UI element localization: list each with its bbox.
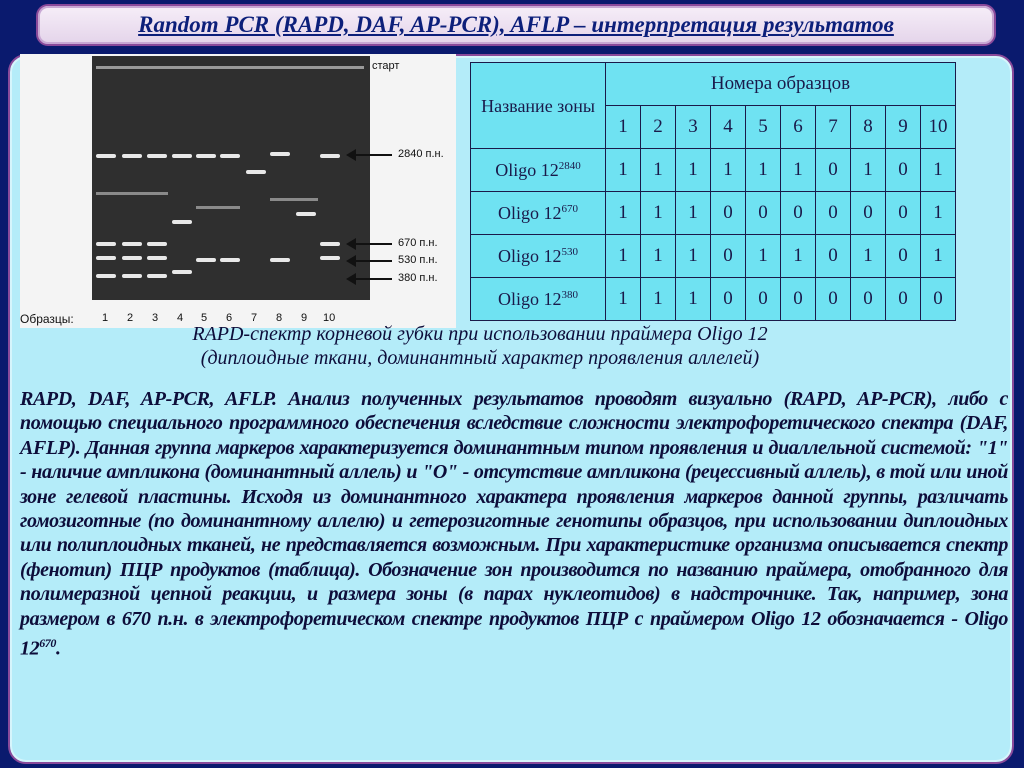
table-cell: 1	[921, 235, 956, 278]
sample-number: 10	[921, 106, 956, 149]
zone-name: Oligo $12^{380}$	[471, 278, 606, 321]
table-cell: 1	[921, 192, 956, 235]
sample-number: 5	[746, 106, 781, 149]
table-cell: 0	[886, 278, 921, 321]
table-cell: 0	[711, 235, 746, 278]
table-cell: 0	[851, 278, 886, 321]
arrow-2840	[354, 154, 392, 156]
table-cell: 0	[781, 278, 816, 321]
table-cell: 0	[781, 192, 816, 235]
table-cell: 1	[676, 149, 711, 192]
table-cell: 1	[921, 149, 956, 192]
table-row	[471, 278, 956, 321]
table-cell: 0	[886, 235, 921, 278]
table-cell: 1	[746, 149, 781, 192]
table-cell: 1	[781, 235, 816, 278]
table-cell: 0	[886, 192, 921, 235]
caption-line-1: RAPD-спектр корневой губки при использовании праймера Oligo 12	[192, 323, 768, 345]
table-cell: 1	[641, 149, 676, 192]
table-cell: 1	[606, 278, 641, 321]
zone-name: Oligo $12^{670}$	[471, 192, 606, 235]
lane-number: 7	[251, 312, 258, 324]
table-cell: 1	[711, 149, 746, 192]
table-cell: 0	[851, 192, 886, 235]
table-cell: 1	[606, 192, 641, 235]
marker-380: 380 п.н.	[398, 272, 438, 284]
arrow-380	[354, 278, 392, 280]
gel-image	[20, 54, 456, 328]
sample-number: 7	[816, 106, 851, 149]
sample-number: 6	[781, 106, 816, 149]
sample-number: 4	[711, 106, 746, 149]
table-cell: 0	[711, 192, 746, 235]
body-text: RAPD, DAF, AP-PCR, AFLP. Анализ полученных результатов проводят визуально (RAPD, AP-PCR), либо с помощью специального программного обеспечения вследствие сложности электрофоретического спектра (DAF, AFLP). Данная группа маркеров характеризуется доминантным типом проявления и диаллельной системой: "1" - наличие ампликона (доминантный аллель) и "О" - отсутствие ампликона (рецессивный аллель), в той или иной зоне гелевой пластины. Исходя из доминантного характера проявления маркеров данной группы, различать гомозиготные (по доминантному аллелю) и гетерозиготные генотипы образцов, при использовании диплоидных или полиплоидных тканей, не представляется возможным. При характеристике организма описывается спектр (фенотип) ПЦР продуктов (таблица). Обозначение зон производится по названию праймера, отобранного для полимеразной цепной реакции, и размера зоны (в парах нуклеотидов) в надстрочнике. Так, например, зона размером в 670 п.н. в электрофоретическом спектре продуктов ПЦР с праймером Oligo 12 обозначается - Oligo 12	[20, 388, 1008, 660]
lane-number: 6	[226, 312, 233, 324]
table-row	[471, 235, 956, 278]
marker-530: 530 п.н.	[398, 254, 438, 266]
table-cell: 0	[816, 149, 851, 192]
table-cell: 1	[851, 235, 886, 278]
table-cell: 0	[746, 192, 781, 235]
results-table	[470, 62, 956, 321]
sample-number: 2	[641, 106, 676, 149]
table-cell: 1	[641, 278, 676, 321]
table-cell: 0	[886, 149, 921, 192]
marker-670: 670 п.н.	[398, 237, 438, 249]
table-cell: 1	[641, 235, 676, 278]
zone-name: Oligo $12^{2840}$	[471, 149, 606, 192]
samples-label: Образцы:	[20, 312, 74, 326]
lane-number: 2	[127, 312, 134, 324]
slide-title: Random PCR (RAPD, DAF, AP-PCR), AFLP – интерпретация результатов	[138, 12, 894, 37]
table-cell: 1	[606, 235, 641, 278]
body-paragraph	[20, 387, 1008, 661]
sample-number: 9	[886, 106, 921, 149]
table-cell: 0	[921, 278, 956, 321]
table-cell: 1	[606, 149, 641, 192]
lane-number: 4	[177, 312, 184, 324]
start-label: старт	[372, 60, 400, 72]
lane-number: 9	[301, 312, 308, 324]
table-cell: 1	[676, 235, 711, 278]
figure-caption	[30, 322, 930, 370]
body-end-sup: 670	[39, 636, 57, 651]
table-cell: 1	[746, 235, 781, 278]
body-end-period: .	[56, 637, 61, 660]
zone-header: Название зоны	[471, 63, 606, 149]
table-cell: 0	[816, 235, 851, 278]
zone-name: Oligo $12^{530}$	[471, 235, 606, 278]
lane-number: 5	[201, 312, 208, 324]
lane-number: 10	[323, 312, 336, 324]
arrow-670	[354, 243, 392, 245]
sample-number: 8	[851, 106, 886, 149]
lane-number: 1	[102, 312, 109, 324]
table-cell: 1	[851, 149, 886, 192]
lane-number: 3	[152, 312, 159, 324]
sample-number: 3	[676, 106, 711, 149]
sample-number: 1	[606, 106, 641, 149]
table-cell: 1	[676, 278, 711, 321]
lane-number: 8	[276, 312, 283, 324]
caption-line-2: (диплоидные ткани, доминантный характер проявления аллелей)	[200, 347, 760, 369]
table-cell: 0	[711, 278, 746, 321]
table-cell: 1	[781, 149, 816, 192]
table-cell: 0	[746, 278, 781, 321]
table-row	[471, 192, 956, 235]
arrow-530	[354, 260, 392, 262]
table-cell: 0	[816, 278, 851, 321]
gel-lanes	[92, 56, 370, 300]
table-cell: 1	[641, 192, 676, 235]
table-cell: 1	[676, 192, 711, 235]
table-row	[471, 149, 956, 192]
marker-2840: 2840 п.н.	[398, 148, 444, 160]
table-cell: 0	[816, 192, 851, 235]
title-bar	[36, 4, 996, 46]
samples-header: Номера образцов	[606, 63, 956, 106]
